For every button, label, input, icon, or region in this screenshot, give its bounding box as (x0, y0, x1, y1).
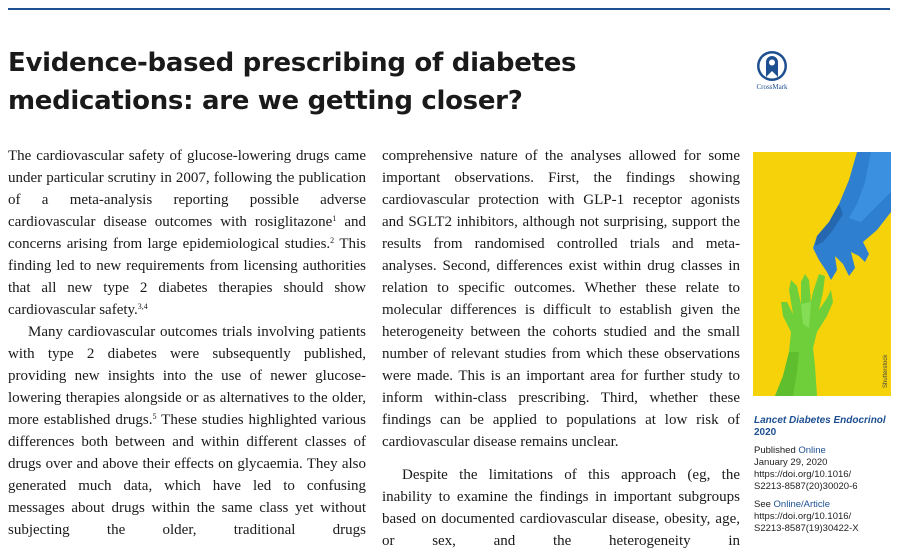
doi-link-1[interactable]: https://doi.org/10.1016/ (754, 469, 852, 480)
reaching-hands-illustration (753, 152, 891, 396)
crossmark-label: CrossMark (756, 83, 788, 91)
article-figure (753, 152, 891, 396)
doi-link-2-cont[interactable]: S2213-8587(19)30422-X (754, 523, 859, 534)
journal-citation: Lancet Diabetes Endocrinol 2020 (754, 415, 886, 438)
paragraph-2: Many cardiovascular outcomes trials involving patients with type 2 diabetes were subsequently published, providing new insights into the use of newer glucose-lowering therapies alongside or as alternatives to the older, more established drugs.$^5$ These studies highlighted various differences both between and within different classes of drugs over and above their effects on glycaemia. They also generated much data, which have led to confusing messages about drugs within the same class yet without subjecting the older, traditional drugs (8, 324, 366, 538)
see-online-article-label[interactable]: See Online/Article (754, 499, 831, 510)
citation-2[interactable]: 2 (330, 236, 335, 245)
publication-date: January 29, 2020 (754, 457, 828, 468)
paragraph-4: Despite the limitations of this approach (eg, the inability to examine the findings in important subgroups based on documented cardiovascular disease, obesity, age, or sex, and the heterogeneity in (382, 467, 740, 549)
citation-1[interactable]: 1 (332, 214, 337, 223)
image-credit: Shutterstock (883, 354, 889, 388)
published-online-label: Published Online (754, 445, 826, 456)
top-rule (8, 8, 890, 10)
crossmark-badge[interactable] (754, 50, 790, 91)
crossmark-icon (756, 50, 788, 82)
citation-5[interactable]: 5 (152, 412, 157, 421)
article-sidebar (754, 415, 904, 535)
doi-link-2[interactable]: https://doi.org/10.1016/ (754, 511, 852, 522)
citation-3-4[interactable]: 3,4 (137, 302, 148, 311)
paragraph-3: comprehensive nature of the analyses allowed for some important observations. First, the findings showing cardiovascular protection with GLP-1 receptor agonists and SGLT2 inhibitors, although not surprising, support the results from randomised controlled trials and meta-analyses. Second, differences exist within drug classes in relation to specific outcomes. Whether these relate to molecular differences is difficult to establish given the heterogeneity between the cohorts studied and the small number of relevant studies from which these observations were made. This is an important area for further study to inform within-class prescribing. Third, whether these findings can be applied to populations at low risk of cardiovascular disease remains unclear. (382, 148, 740, 450)
right-column (382, 145, 740, 552)
article-title: Evidence-based prescribing of diabetes medications: are we getting closer? (8, 48, 577, 116)
paragraph-1: The cardiovascular safety of glucose-lowering drugs came under particular scrutiny in 2007, following the publication of a meta-analysis reporting possible adverse cardiovascular disease outcomes with rosiglitazone$^1$ and concerns arising from large epidemiological studies.$^2$ This finding led to new requirements from licensing authorities that all new type 2 diabetes therapies should show cardiovascular safety.$^{3,4}$ (8, 148, 366, 318)
doi-link-1-cont[interactable]: S2213-8587(20)30020-6 (754, 481, 858, 492)
left-column (8, 145, 366, 541)
